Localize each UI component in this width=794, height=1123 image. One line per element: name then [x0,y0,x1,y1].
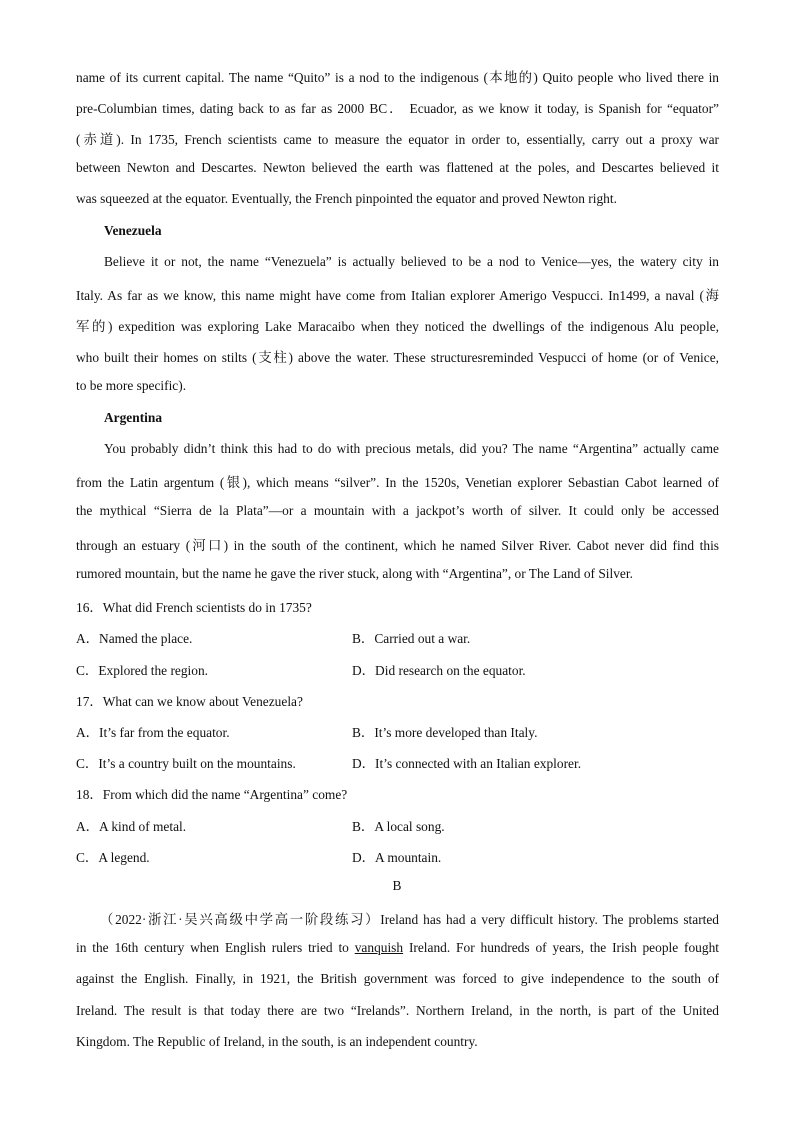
option-c: C．It’s a country built on the mountains. [76,756,296,771]
option-c: C．Explored the region. [76,663,209,678]
passage-line: Italy. As far as we know, this name might have come from Italian explorer Amerigo Vespucci. In1499, a naval (海 [76,288,719,303]
question-stem: 16．What did French scientists do in 1735? [76,600,312,615]
passage-line: rumored mountain, but the name he gave the river stuck, along with “Argentina”, or The Land of Silver. [76,566,633,581]
passage-line: against the English. Finally, in 1921, the British government was forced to give independence to the south of [76,971,719,986]
passage-line: You probably didn’t think this had to do with precious metals, did you? The name “Argentina” actually came [104,441,719,456]
passage-line: between Newton and Descartes. Newton believed the earth was flattened at the poles, and Descartes believed it [76,160,719,175]
passage-line: through an estuary (河口) in the south of the continent, which he named Silver River. Cabot never did find this [76,538,719,553]
source-tag: （2022·浙江·吴兴高级中学高一阶段练习） [100,912,381,927]
passage-line: pre-Columbian times, dating back to as far as 2000 BC． Ecuador, as we know it today, is Spanish for “equator” [76,101,719,116]
underlined-word: vanquish [354,940,404,955]
passage-line [100,909,719,928]
option-d: D．Did research on the equator. [352,663,526,678]
section-heading-argentina: Argentina [104,410,163,425]
question-stem: 18．From which did the name “Argentina” come? [76,787,348,802]
option-b: B．A local song. [352,819,445,834]
option-b: B．Carried out a war. [352,631,471,646]
passage-line: name of its current capital. The name “Quito” is a nod to the indigenous (本地的) Quito people who lived there in [76,70,719,85]
section-heading-venezuela: Venezuela [104,223,162,238]
option-a: A．It’s far from the equator. [76,725,230,740]
passage-line: 军的) expedition was exploring Lake Maracaibo when they noticed the dwellings of the indigenous Alu people, [76,319,719,334]
option-a: A．A kind of metal. [76,819,187,834]
passage-line: (赤道). In 1735, French scientists came to measure the equator in order to, essentially, carry out a proxy war [76,132,719,147]
passage-line [76,940,719,956]
option-c: C．A legend. [76,850,150,865]
passage-line: Kingdom. The Republic of Ireland, in the south, is an independent country. [76,1034,478,1049]
section-label: B [392,878,402,893]
passage-line: Believe it or not, the name “Venezuela” is actually believed to be a nod to Venice—yes, the watery city in [104,254,719,269]
option-d: D．It’s connected with an Italian explorer. [352,756,582,771]
option-a: A．Named the place. [76,631,193,646]
passage-line: was squeezed at the equator. Eventually, the French pinpointed the equator and proved Newton right. [76,191,617,206]
passage-line: from the Latin argentum (银), which means “silver”. In the 1520s, Venetian explorer Sebastian Cabot learned of [76,475,719,490]
option-b: B．It’s more developed than Italy. [352,725,538,740]
option-d: D．A mountain. [352,850,442,865]
question-stem: 17．What can we know about Venezuela? [76,694,303,709]
passage-text: Ireland. For hundreds of years, the Irish people fought [403,940,719,955]
passage-text: in the 16th century when English rulers tried to [76,940,355,955]
passage-line: the mythical “Sierra de la Plata”—or a mountain with a jackpot’s worth of silver. It could only be accessed [76,503,719,518]
passage-line: Ireland. The result is that today there are two “Irelands”. Northern Ireland, in the north, is part of the United [76,1003,719,1018]
passage-line: who built their homes on stilts (支柱) above the water. These structuresreminded Vespucci of home (or of Venice, [76,350,719,365]
passage-line: to be more specific). [76,378,187,393]
passage-text: Ireland has had a very difficult history. The problems started [380,912,720,927]
